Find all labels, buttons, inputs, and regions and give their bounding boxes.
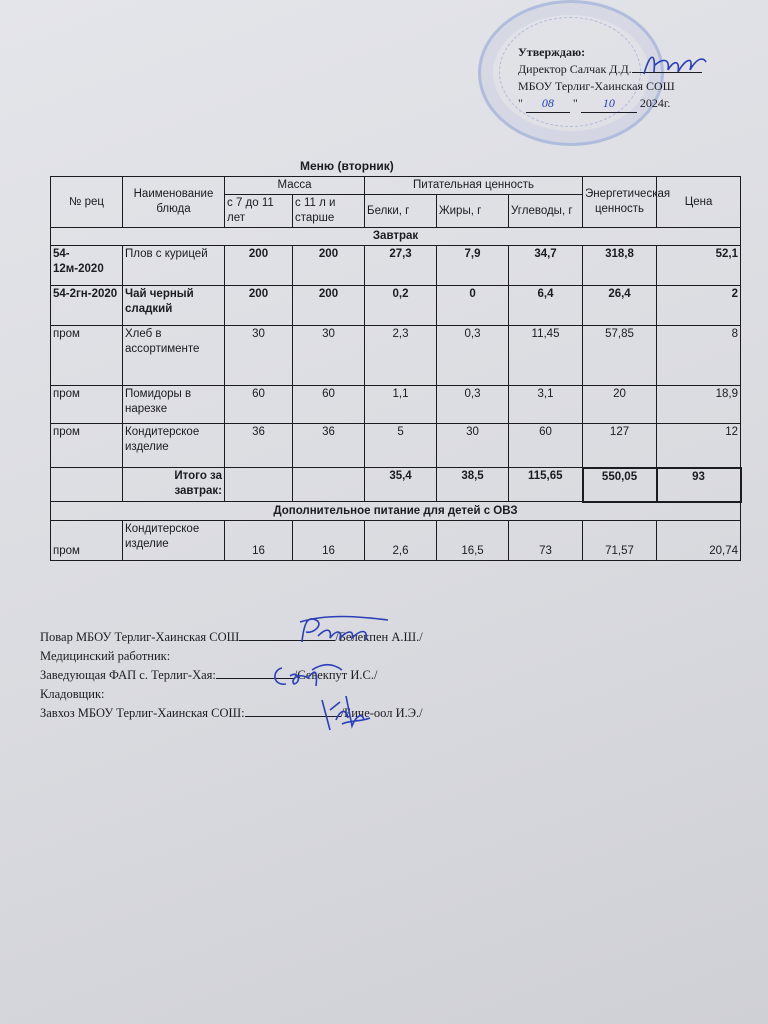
mass-11-plus-cell: 30 — [293, 326, 365, 386]
col-protein: Белки, г — [365, 195, 437, 228]
col-nutrition: Питательная ценность — [365, 177, 583, 195]
carb-cell: 60 — [509, 424, 583, 468]
mass-11-plus-cell: 200 — [293, 286, 365, 326]
rec-cell: 54-12м-2020 — [51, 246, 123, 286]
price-cell: 18,9 — [657, 386, 741, 424]
total-price: 93 — [657, 468, 741, 502]
mass-11-plus-cell: 60 — [293, 386, 365, 424]
protein-cell: 5 — [365, 424, 437, 468]
protein-cell: 1,1 — [365, 386, 437, 424]
extra-row: пром Кондитерское изделие 16 16 2,6 16,5 73 71,57 20,74 — [51, 520, 741, 560]
col-fat: Жиры, г — [437, 195, 509, 228]
table-row — [51, 286, 741, 326]
price-cell: 12 — [657, 424, 741, 468]
col-price: Цена — [657, 177, 741, 228]
protein-cell: 0,2 — [365, 286, 437, 326]
table-row — [51, 326, 741, 386]
name-cell: Чай черный сладкий — [123, 286, 225, 326]
total-fat: 38,5 — [437, 468, 509, 502]
mass-7-11-cell: 60 — [225, 386, 293, 424]
page-title: Меню (вторник) — [300, 159, 394, 173]
name-cell: Кондитерское изделие — [123, 424, 225, 468]
carb-cell: 3,1 — [509, 386, 583, 424]
col-mass-7-11: с 7 до 11 лет — [225, 195, 293, 228]
carb-cell: 6,4 — [509, 286, 583, 326]
name-cell: Помидоры в нарезке — [123, 386, 225, 424]
medic-line: Медицинский работник: — [40, 649, 171, 663]
name-cell: Хлеб в ассортименте — [123, 326, 225, 386]
energy-cell: 20 — [583, 386, 657, 424]
mass-7-11-cell: 36 — [225, 424, 293, 468]
menu-table — [50, 176, 742, 561]
total-protein: 35,4 — [365, 468, 437, 502]
mass-7-11-cell: 200 — [225, 246, 293, 286]
supply-signature — [316, 690, 376, 740]
approval-heading: Утверждаю: — [518, 45, 586, 59]
fap-line: Заведующая ФАП с. Терлиг-Хая: /Севекпут И.С./ — [40, 668, 378, 682]
col-name: Наименование блюда — [123, 177, 225, 228]
rec-cell: пром — [51, 326, 123, 386]
storekeeper-line: Кладовщик: — [40, 687, 105, 701]
energy-cell: 57,85 — [583, 326, 657, 386]
section-breakfast: Завтрак — [51, 228, 741, 246]
fat-cell: 0,3 — [437, 326, 509, 386]
fap-signature — [268, 656, 348, 692]
energy-cell: 318,8 — [583, 246, 657, 286]
col-rec: № рец — [51, 177, 123, 228]
energy-cell: 127 — [583, 424, 657, 468]
total-label: Итого за завтрак: — [123, 468, 225, 502]
mass-11-plus-cell: 36 — [293, 424, 365, 468]
approval-date: " 08 " 10 2024г. — [518, 95, 702, 113]
protein-cell: 2,3 — [365, 326, 437, 386]
total-carb: 115,65 — [509, 468, 583, 502]
fat-cell: 0 — [437, 286, 509, 326]
name-cell: Плов с курицей — [123, 246, 225, 286]
total-row — [51, 468, 741, 502]
breakfast-rows — [51, 246, 741, 468]
rec-cell: пром — [51, 386, 123, 424]
price-cell: 2 — [657, 286, 741, 326]
rec-cell: пром — [51, 424, 123, 468]
header-row-1 — [51, 177, 741, 195]
rec-cell: 54-2гн-2020 — [51, 286, 123, 326]
approval-director: Директор Салчак Д.Д. — [518, 61, 702, 78]
table-row — [51, 424, 741, 468]
approval-school: МБОУ Терлиг-Хаинская СОШ — [518, 79, 675, 93]
table-row — [51, 386, 741, 424]
carb-cell: 34,7 — [509, 246, 583, 286]
cook-signature — [296, 612, 396, 648]
section-extra: Дополнительное питание для детей с ОВЗ — [51, 502, 741, 521]
price-cell: 8 — [657, 326, 741, 386]
table-row — [51, 246, 741, 286]
protein-cell: 27,3 — [365, 246, 437, 286]
col-mass-11-plus: с 11 л и старше — [293, 195, 365, 228]
mass-7-11-cell: 200 — [225, 286, 293, 326]
total-energy: 550,05 — [583, 468, 657, 502]
supply-line: Завхоз МБОУ Терлиг-Хаинская СОШ: /Биче-оол И.Э./ — [40, 706, 423, 720]
fat-cell: 30 — [437, 424, 509, 468]
price-cell: 52,1 — [657, 246, 741, 286]
mass-11-plus-cell: 200 — [293, 246, 365, 286]
fat-cell: 7,9 — [437, 246, 509, 286]
col-mass: Масса — [225, 177, 365, 195]
carb-cell: 11,45 — [509, 326, 583, 386]
cook-line: Повар МБОУ Терлиг-Хаинская СОШ /Белекпен А.Ш./ — [40, 630, 423, 644]
col-energy: Энергетическая ценность — [583, 177, 657, 228]
mass-7-11-cell: 30 — [225, 326, 293, 386]
col-carb: Углеводы, г — [509, 195, 583, 228]
energy-cell: 26,4 — [583, 286, 657, 326]
director-signature — [640, 48, 710, 82]
fat-cell: 0,3 — [437, 386, 509, 424]
